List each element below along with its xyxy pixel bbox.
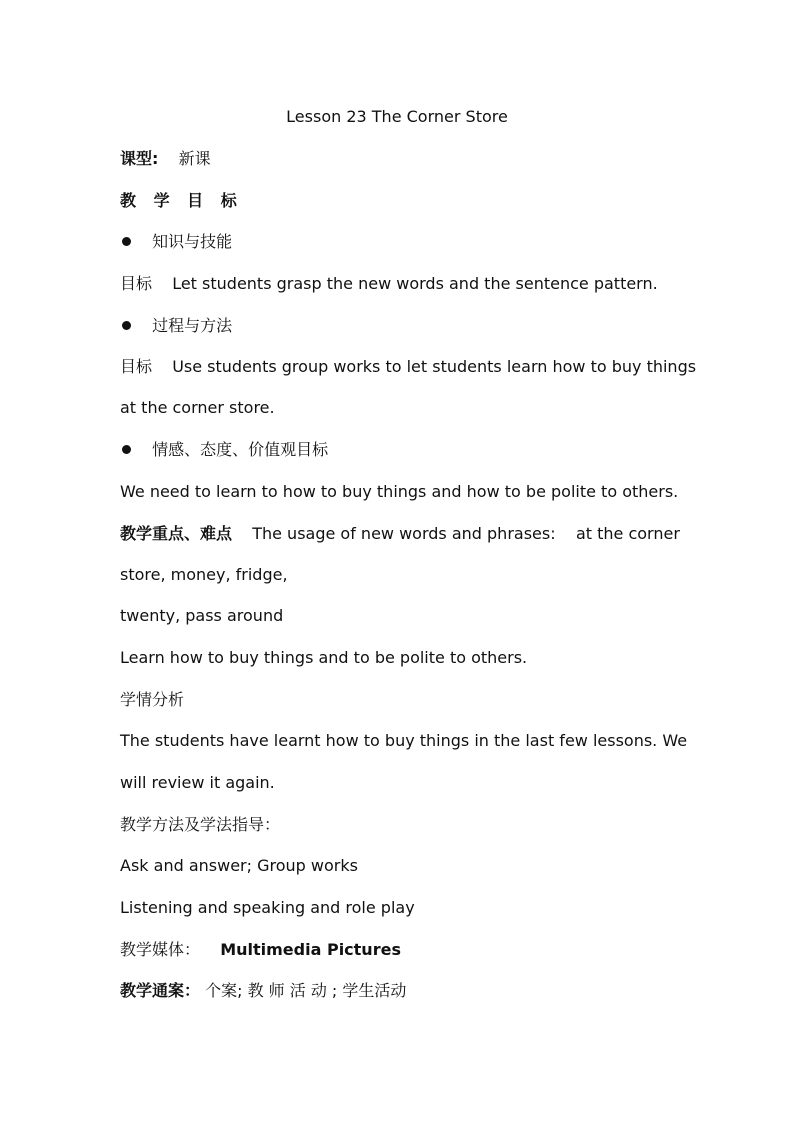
- methods-heading: 教学方法及学法指导：: [120, 815, 281, 834]
- document-title: Lesson 23 The Corner Store: [286, 107, 508, 126]
- bullet-icon: [122, 445, 131, 454]
- lesson-type-row: [120, 149, 680, 169]
- goal-label-2: 目标: [120, 357, 153, 376]
- key-points-text-line1: The usage of new words and phrases: at the corner: [252, 524, 680, 543]
- plan-row: [120, 981, 680, 1001]
- lesson-type-label: 课型:: [120, 149, 159, 168]
- media-value: Multimedia Pictures: [220, 940, 401, 959]
- goal-row-2: [120, 357, 697, 377]
- objectives-heading: 教 学 目 标: [120, 191, 243, 210]
- plan-label: 教学通案：: [120, 981, 201, 1000]
- bullet-emotion-text: 情感、态度、价值观目标: [152, 440, 329, 459]
- key-points-text-line2: store, money, fridge,: [120, 565, 288, 584]
- bullet-knowledge-text: 知识与技能: [152, 232, 233, 251]
- goal-text-2-line2: at the corner store.: [120, 398, 275, 417]
- goal-text-1: Let students grasp the new words and the sentence pattern.: [172, 274, 658, 293]
- analysis-text-line1: The students have learnt how to buy things in the last few lessons. We: [120, 731, 688, 750]
- emotion-text: We need to learn to how to buy things and how to be polite to others.: [120, 482, 679, 501]
- bullet-icon: [122, 237, 131, 246]
- key-points-text-line3: twenty, pass around: [120, 606, 284, 625]
- analysis-text-line2: will review it again.: [120, 773, 275, 792]
- key-points-text-line4: Learn how to buy things and to be polite to others.: [120, 648, 528, 667]
- goal-row-1: [120, 274, 680, 294]
- methods-line2: Listening and speaking and role play: [120, 898, 415, 917]
- goal-text-2-line1: Use students group works to let students learn how to buy things: [172, 357, 697, 376]
- bullet-emotion-row: [120, 440, 680, 460]
- key-points-row: [120, 524, 680, 544]
- media-label: 教学媒体：: [120, 940, 201, 959]
- bullet-knowledge-row: [120, 232, 680, 252]
- plan-value: 个案; 教 师 活 动 ; 学生活动: [205, 981, 407, 1000]
- bullet-process-text: 过程与方法: [152, 316, 233, 335]
- key-points-label: 教学重点、难点: [120, 524, 233, 543]
- media-row: [120, 940, 680, 960]
- analysis-heading: 学情分析: [120, 690, 185, 709]
- lesson-type-value: 新课: [178, 149, 211, 168]
- goal-label-1: 目标: [120, 274, 153, 293]
- methods-line1: Ask and answer; Group works: [120, 856, 358, 875]
- bullet-icon: [122, 321, 131, 330]
- bullet-process-row: [120, 316, 680, 336]
